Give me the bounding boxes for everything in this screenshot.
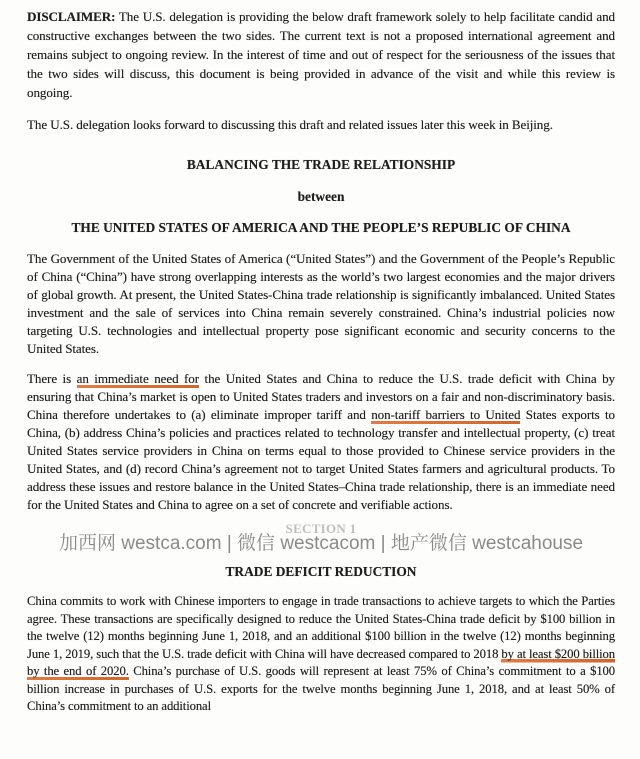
commitment-text-2: China’s purchase of U.S. goods will represent at least 75% of China’s commitment to a $100 billion increase in purchases of U.S. exports for the twelve months beginning June 1, 2018, and at least 50% of China’s commitment to an additional bbox=[27, 664, 615, 713]
section-heading: SECTION 1 bbox=[285, 521, 357, 536]
doc-subtitle-between: between bbox=[297, 189, 345, 204]
framework-paragraph bbox=[27, 370, 615, 514]
section-title-trade-deficit: TRADE DEFICIT REDUCTION bbox=[225, 564, 417, 579]
framework-text-1: There is bbox=[27, 371, 77, 386]
highlight-underline-200-billion: by at least $200 billion by the end of 2020. bbox=[27, 646, 615, 678]
commitment-paragraph bbox=[27, 593, 615, 716]
framework-text-2: the United States and China to reduce the U.S. trade deficit with China by ensuring that China’s market is open to United States traders and investors on a fair and non-discriminatory basis. China therefore undertakes to (a) eliminate improper tariff and bbox=[27, 371, 615, 422]
doc-parties-heading: THE UNITED STATES OF AMERICA AND THE PEOPLE’S REPUBLIC OF CHINA bbox=[71, 220, 571, 235]
doc-title: BALANCING THE TRADE RELATIONSHIP bbox=[186, 157, 456, 172]
highlight-underline-nontariff-barriers: non-tariff barriers to United bbox=[371, 407, 521, 422]
disclaimer-text: The U.S. delegation is providing the below draft framework solely to help facilitate candid and constructive exchanges between the two sides. The current text is not a proposed international agreement and remains subject to ongoing review. In the interest of time and out of respect for the seriousness of the issues that the two sides will discuss, this document is being provided in advance of the visit and while this review is ongoing. bbox=[27, 9, 615, 100]
disclaimer-label: DISCLAIMER: bbox=[27, 9, 116, 24]
commitment-text-1: China commits to work with Chinese importers to engage in trade transactions to achieve targets to which the Parties agree. These transactions are specifically designed to reduce the United States-China trade deficit by $100 billion in the twelve (12) months beginning June 1, 2018, and an additional $100 billion in the twelve (12) months beginning June 1, 2019, such that the U.S. trade deficit with China will have decreased compared to 2018 bbox=[27, 594, 615, 661]
watermark: 加西网 westca.com | 微信 westcacom | 地产微信 westcahouse bbox=[58, 533, 584, 554]
disclaimer-paragraph bbox=[27, 7, 615, 102]
highlight-underline-immediate-need: an immediate need for bbox=[76, 371, 200, 386]
section-watermark-block bbox=[27, 520, 615, 560]
framework-text-3: States exports to China, (b) address China’s policies and practices related to technology transfer and intellectual property, (c) treat United States service providers in China on terms equal to those provided to Chinese service providers in the United States, and (d) record China’s agreement not to target United States farmers and agricultural products. To address these issues and restore balance in the United States–China trade relationship, there is an immediate need for the United States and China to agree on a set of concrete and verifiable actions. bbox=[27, 407, 615, 512]
intro-paragraph: The U.S. delegation looks forward to discussing this draft and related issues later this week in Beijing. bbox=[27, 117, 553, 132]
overview-paragraph: The Government of the United States of America (“United States”) and the Government of the People’s Republic of China (“China”) have strong overlapping interests as the world’s two largest economies and the major drivers of global growth. At present, the United States-China trade relationship is significantly imbalanced. United States investment and the sale of services into China remain severely constrained. China’s industrial policies now targeting U.S. technologies and intellectual property pose significant economic and security concerns to the United States. bbox=[27, 251, 615, 356]
